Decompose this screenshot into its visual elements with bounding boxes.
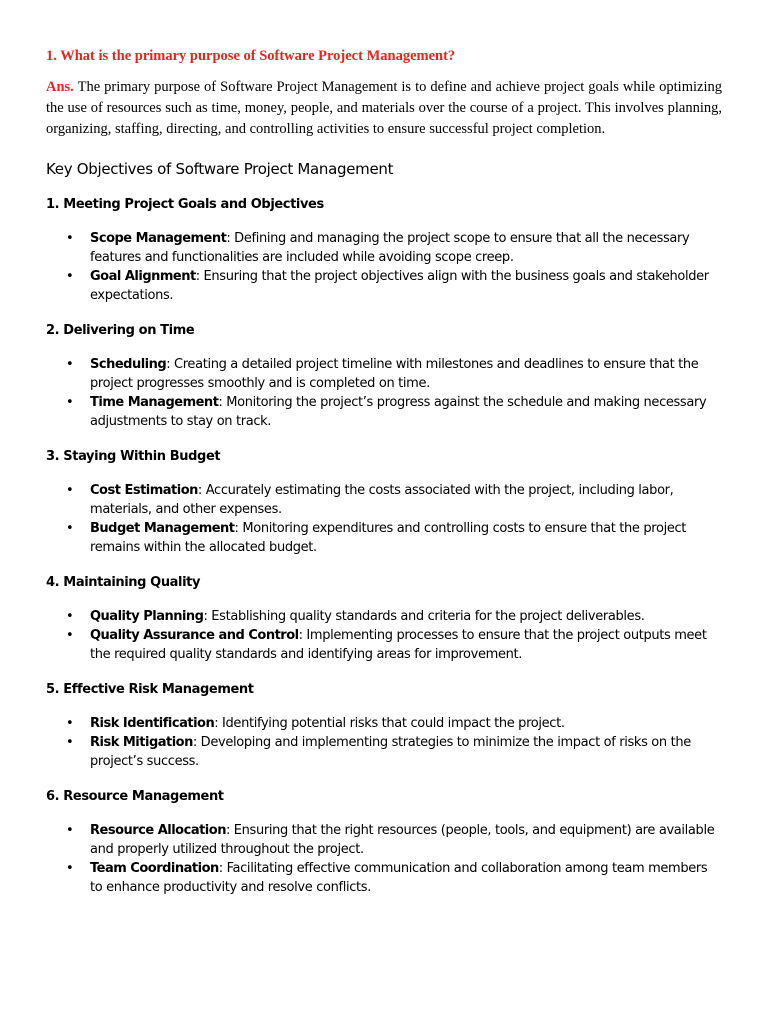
bullet-icon: • — [66, 609, 74, 624]
item-description: : Monitoring the project’s progress against the schedule and making necessary adjustments to stay on track. — [90, 395, 707, 429]
bullet-icon: • — [66, 716, 74, 731]
bullet-icon: • — [66, 628, 74, 643]
bullet-icon: • — [66, 395, 74, 410]
section-3 — [46, 448, 722, 557]
item-term: Time Management — [90, 395, 219, 410]
list-item — [66, 714, 722, 733]
item-description: : Identifying potential risks that could impact the project. — [214, 716, 565, 731]
list-item — [66, 519, 722, 557]
item-description: : Ensuring that the right resources (people, tools, and equipment) are available and properly utilized throughout the project. — [90, 823, 715, 857]
bullet-list — [46, 821, 722, 897]
bullet-icon: • — [66, 823, 74, 838]
item-term: Goal Alignment — [90, 269, 196, 284]
bullet-icon: • — [66, 483, 74, 498]
section-title: 4. Maintaining Quality — [46, 575, 201, 590]
item-term: Quality Assurance and Control — [90, 628, 299, 643]
section-4 — [46, 574, 722, 664]
bullet-icon: • — [66, 269, 74, 284]
answer-paragraph — [46, 77, 722, 140]
item-term: Resource Allocation — [90, 823, 226, 838]
list-item — [66, 821, 722, 859]
section-1 — [46, 196, 722, 305]
item-description: : Establishing quality standards and criteria for the project deliverables. — [203, 609, 645, 624]
bullet-icon: • — [66, 735, 74, 750]
item-description: : Implementing processes to ensure that the project outputs meet the required quality standards and identifying areas for improvement. — [90, 628, 707, 662]
bullet-icon: • — [66, 357, 74, 372]
section-title: 1. Meeting Project Goals and Objectives — [46, 197, 324, 212]
list-item — [66, 733, 722, 771]
section-5 — [46, 681, 722, 771]
list-item — [66, 626, 722, 664]
item-description: : Accurately estimating the costs associated with the project, including labor, materials, and other expenses. — [90, 483, 674, 517]
bullet-icon: • — [66, 521, 74, 536]
item-term: Scope Management — [90, 231, 227, 246]
section-title: 2. Delivering on Time — [46, 323, 195, 338]
section-6 — [46, 788, 722, 897]
item-description: : Facilitating effective communication and collaboration among team members to enhance productivity and resolve conflicts. — [90, 861, 708, 895]
section-title: 5. Effective Risk Management — [46, 682, 254, 697]
item-description: : Ensuring that the project objectives align with the business goals and stakeholder expectations. — [90, 269, 709, 303]
bullet-list — [46, 229, 722, 305]
question-heading: 1. What is the primary purpose of Software Project Management? — [46, 48, 456, 64]
item-term: Risk Mitigation — [90, 735, 193, 750]
item-term: Team Coordination — [90, 861, 219, 876]
list-item — [66, 859, 722, 897]
list-item — [66, 607, 722, 626]
list-item — [66, 355, 722, 393]
bullet-icon: • — [66, 861, 74, 876]
answer-text: The primary purpose of Software Project Management is to define and achieve project goals while optimizing the use of resources such as time, money, people, and materials over the course of a project. This involves planning, organizing, staffing, directing, and controlling activities to ensure successful project completion. — [46, 79, 722, 137]
key-objectives-title: Key Objectives of Software Project Management — [46, 160, 394, 178]
item-term: Quality Planning — [90, 609, 204, 624]
answer-label: Ans. — [46, 79, 74, 95]
list-item — [66, 229, 722, 267]
bullet-list — [46, 714, 722, 771]
item-description: : Monitoring expenditures and controlling costs to ensure that the project remains within the allocated budget. — [90, 521, 687, 555]
section-2 — [46, 322, 722, 431]
section-title: 6. Resource Management — [46, 789, 224, 804]
section-title: 3. Staying Within Budget — [46, 449, 221, 464]
item-term: Cost Estimation — [90, 483, 198, 498]
list-item — [66, 393, 722, 431]
item-description: : Developing and implementing strategies to minimize the impact of risks on the project’s success. — [90, 735, 691, 769]
bullet-list — [46, 607, 722, 664]
list-item — [66, 481, 722, 519]
item-term: Budget Management — [90, 521, 235, 536]
item-description: : Defining and managing the project scope to ensure that all the necessary features and functionalities are included while avoiding scope creep. — [90, 231, 690, 265]
item-description: : Creating a detailed project timeline with milestones and deadlines to ensure that the project progresses smoothly and is completed on time. — [90, 357, 699, 391]
item-term: Scheduling — [90, 357, 167, 372]
bullet-list — [46, 355, 722, 431]
bullet-list — [46, 481, 722, 557]
item-term: Risk Identification — [90, 716, 215, 731]
list-item — [66, 267, 722, 305]
bullet-icon: • — [66, 231, 74, 246]
